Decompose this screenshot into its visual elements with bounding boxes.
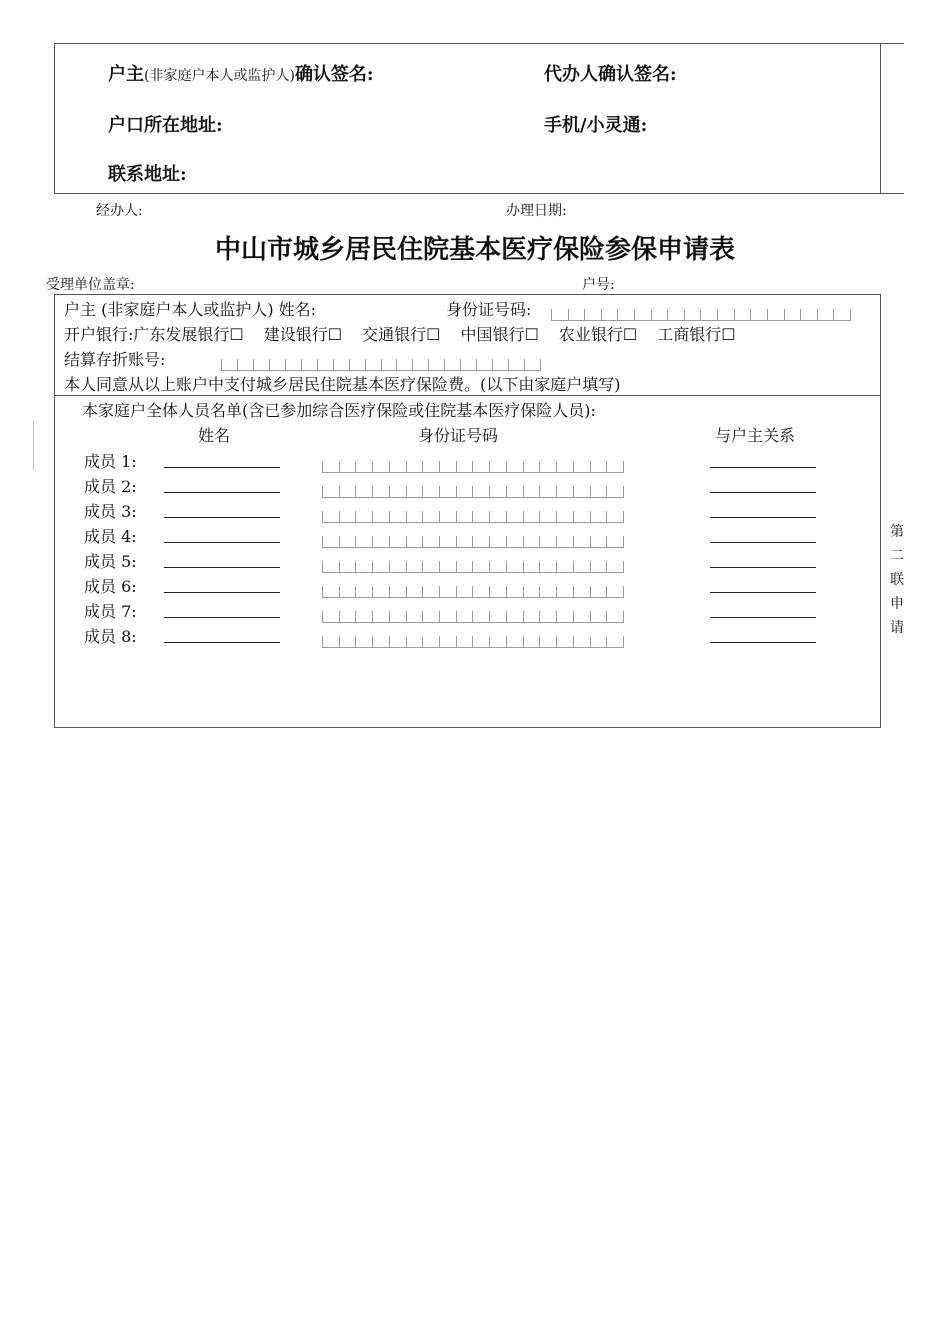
- household-address-label: 户口所在地址:: [108, 115, 223, 136]
- member-name-field[interactable]: [164, 592, 280, 593]
- member-relation-field[interactable]: [710, 642, 816, 643]
- member-id-number-grid[interactable]: [322, 461, 624, 473]
- member-relation-field[interactable]: [710, 542, 816, 543]
- process-date-label: 办理日期:: [506, 203, 567, 219]
- member-label: 成员 2:: [84, 477, 137, 496]
- bank-option-boc[interactable]: 中国银行☐: [460, 325, 539, 344]
- member-name-field[interactable]: [164, 517, 280, 518]
- member-name-field[interactable]: [164, 542, 280, 543]
- member-label: 成员 7:: [84, 602, 137, 621]
- id-number-label: 身份证号码:: [446, 300, 532, 319]
- account-number-grid[interactable]: [221, 359, 541, 371]
- side-char: 二: [890, 548, 904, 564]
- column-header-name: 姓名: [198, 426, 231, 445]
- member-id-number-grid[interactable]: [322, 611, 624, 623]
- top-edge-extension: [880, 43, 904, 44]
- member-label: 成员 4:: [84, 527, 137, 546]
- head-sign-note: (非家庭户本人或监护人): [144, 68, 295, 84]
- accepting-unit-seal-label: 受理单位盖章:: [46, 277, 135, 293]
- head-sign-prefix: 户主: [108, 64, 144, 85]
- member-id-number-grid[interactable]: [322, 586, 624, 598]
- section-divider: [54, 395, 881, 396]
- head-name-label: 户主 (非家庭户本人或监护人) 姓名:: [64, 300, 317, 319]
- household-number-label: 户号:: [582, 277, 615, 293]
- head-sign-label: [108, 60, 374, 86]
- member-relation-field[interactable]: [710, 492, 816, 493]
- member-label: 成员 5:: [84, 552, 137, 571]
- member-name-field[interactable]: [164, 617, 280, 618]
- member-name-field[interactable]: [164, 567, 280, 568]
- bank-row: [64, 322, 736, 345]
- bank-option-icbc[interactable]: 工商银行☐: [657, 325, 736, 344]
- bottom-edge-extension: [880, 193, 904, 194]
- member-id-number-grid[interactable]: [322, 536, 624, 548]
- member-name-field[interactable]: [164, 467, 280, 468]
- bank-option-ccb[interactable]: 建设银行☐: [263, 325, 343, 344]
- member-label: 成员 6:: [84, 577, 137, 596]
- bank-label: 开户银行:: [64, 325, 134, 344]
- side-char: 请: [890, 620, 904, 636]
- side-char: 联: [890, 572, 904, 588]
- member-name-field[interactable]: [164, 492, 280, 493]
- member-relation-field[interactable]: [710, 567, 816, 568]
- account-number-label: 结算存折账号:: [64, 350, 166, 369]
- member-id-number-grid[interactable]: [322, 486, 624, 498]
- page-title: 中山市城乡居民住院基本医疗保险参保申请表: [214, 235, 735, 265]
- member-name-field[interactable]: [164, 642, 280, 643]
- margin-mark: [33, 420, 34, 470]
- member-relation-field[interactable]: [710, 467, 816, 468]
- member-label: 成员 3:: [84, 502, 137, 521]
- handler-label: 经办人:: [96, 203, 143, 219]
- member-relation-field[interactable]: [710, 617, 816, 618]
- side-char: 第: [890, 524, 904, 540]
- column-header-id: 身份证号码: [418, 426, 499, 445]
- bank-option-gdb[interactable]: 广东发展银行☐: [133, 325, 244, 344]
- member-label: 成员 1:: [84, 452, 137, 471]
- member-relation-field[interactable]: [710, 592, 816, 593]
- column-header-relation: 与户主关系: [715, 426, 796, 445]
- side-char: 申: [890, 596, 904, 612]
- bank-option-abc[interactable]: 农业银行☐: [558, 325, 638, 344]
- phone-label: 手机/小灵通:: [544, 115, 648, 136]
- contact-address-label: 联系地址:: [108, 164, 187, 185]
- member-id-number-grid[interactable]: [322, 636, 624, 648]
- member-id-number-grid[interactable]: [322, 511, 624, 523]
- members-heading: 本家庭户全体人员名单(含已参加综合医疗保险或住院基本医疗保险人员):: [82, 401, 596, 420]
- side-label: [888, 520, 906, 640]
- head-id-number-grid[interactable]: [551, 309, 851, 321]
- bank-option-bocom[interactable]: 交通银行☐: [362, 325, 441, 344]
- member-relation-field[interactable]: [710, 517, 816, 518]
- head-sign-suffix: 确认签名:: [294, 64, 374, 85]
- consent-text: 本人同意从以上账户中支付城乡居民住院基本医疗保险费。(以下由家庭户填写): [64, 375, 621, 394]
- agent-sign-label: 代办人确认签名:: [544, 64, 677, 85]
- member-id-number-grid[interactable]: [322, 561, 624, 573]
- member-label: 成员 8:: [84, 627, 137, 646]
